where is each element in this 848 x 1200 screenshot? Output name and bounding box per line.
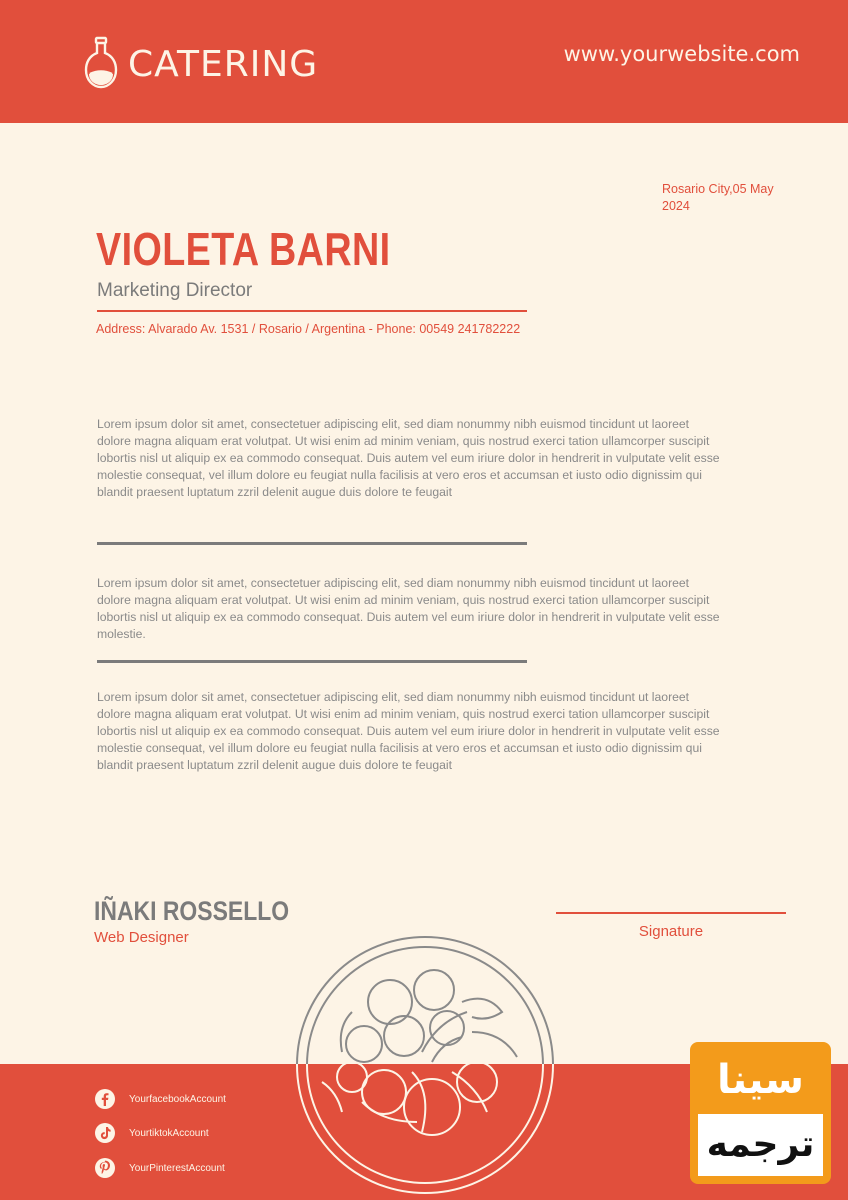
facebook-icon xyxy=(94,1088,116,1110)
address-line: Address: Alvarado Av. 1531 / Rosario / Argentina - Phone: 00549 241782222 xyxy=(96,322,521,336)
social-tiktok[interactable] xyxy=(94,1122,209,1144)
signature-line xyxy=(556,912,786,914)
body-paragraph: Lorem ipsum dolor sit amet, consectetuer adipiscing elit, sed diam nonummy nibh euismod tincidunt ut laoreet dolore magna aliquam erat volutpat. Ut wisi enim ad minim veniam, quis nostrud exerci tation ullamcorper suscipit lobortis nisl ut aliquip ex ea commodo consequat. Duis autem vel eum iriure dolor in hendrerit in vulputate velit esse molestie. xyxy=(97,576,720,641)
sender-title: Web Designer xyxy=(94,929,189,946)
divider xyxy=(97,310,527,312)
social-label: YourfacebookAccount xyxy=(129,1093,226,1105)
website-link[interactable]: www.yourwebsite.com xyxy=(563,42,800,66)
tiktok-icon xyxy=(94,1122,116,1144)
signature-label: Signature xyxy=(638,923,704,940)
sender-name: IÑAKI ROSSELLO xyxy=(94,896,290,926)
food-plate-icon xyxy=(292,932,558,1198)
social-label: YourPinterestAccount xyxy=(129,1162,225,1174)
watermark-top-text: سینا xyxy=(716,1057,804,1103)
body-paragraph: Lorem ipsum dolor sit amet, consectetuer adipiscing elit, sed diam nonummy nibh euismod tincidunt ut laoreet dolore magna aliquam erat volutpat. Ut wisi enim ad minim veniam, quis nostrud exerci tation ullamcorper suscipit lobortis nisl ut aliquip ex ea commodo consequat. Duis autem vel eum iriure dolor in hendrerit in vulputate velit esse molestie consequat, vel illum dolore eu feugiat nulla facilisis at vero eros et accumsan et iusto odio dignissim qui blandit praesent luptatum zzril delenit augue duis dolore te feugait xyxy=(97,417,720,499)
watermark-logo xyxy=(690,1042,831,1184)
brand-name: CATERING xyxy=(128,44,319,85)
pinterest-icon xyxy=(94,1157,116,1179)
divider xyxy=(97,542,527,545)
social-facebook[interactable] xyxy=(94,1088,226,1110)
recipient-name: VIOLETA BARNI xyxy=(96,223,391,275)
letter-date: Rosario City,05 May 2024 xyxy=(662,182,774,213)
header-bar xyxy=(0,0,848,123)
watermark-bottom-text: ترجمه xyxy=(698,1114,823,1176)
divider xyxy=(97,660,527,663)
potion-bottle-icon xyxy=(84,36,118,90)
body-paragraph: Lorem ipsum dolor sit amet, consectetuer adipiscing elit, sed diam nonummy nibh euismod tincidunt ut laoreet dolore magna aliquam erat volutpat. Ut wisi enim ad minim veniam, quis nostrud exerci tation ullamcorper suscipit lobortis nisl ut aliquip ex ea commodo consequat. Duis autem vel eum iriure dolor in hendrerit in vulputate velit esse molestie consequat, vel illum dolore eu feugiat nulla facilisis at vero eros et accumsan et iusto odio dignissim qui blandit praesent luptatum zzril delenit augue duis dolore te feugait xyxy=(97,690,720,772)
recipient-title: Marketing Director xyxy=(97,280,253,301)
social-label: YourtiktokAccount xyxy=(129,1127,209,1139)
social-pinterest[interactable] xyxy=(94,1157,225,1179)
